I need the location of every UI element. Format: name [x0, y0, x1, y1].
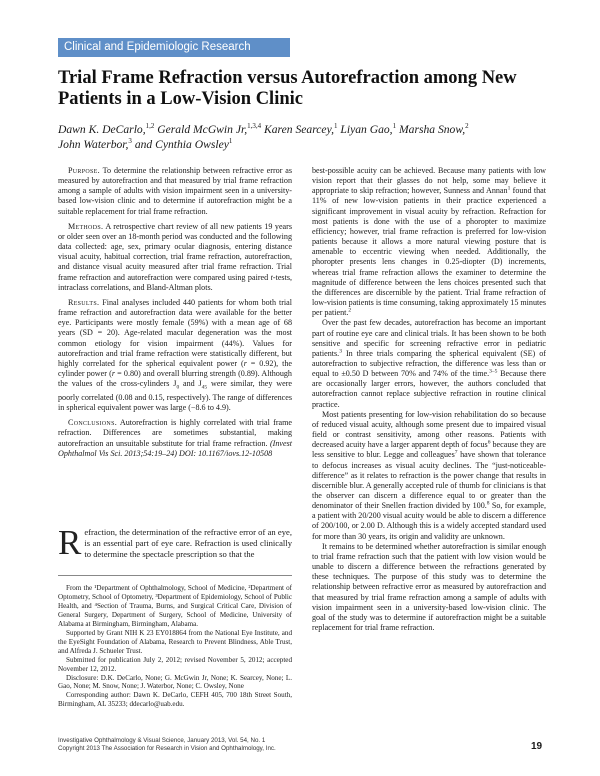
footnote-affiliations: From the ¹Department of Ophthalmology, School of Medicine, ²Department of Optometry, School of Optometry, ³Department of Epidemiology, School of Public Health, and ⁴Section of Trauma, Burns, and Surgical Critical Care, Division of General Surgery, Department of Surgery, School of Medicine, University of Alabama at Birmingham, Birmingham, Alabama. — [58, 584, 292, 628]
page-number: 19 — [531, 741, 543, 752]
right-column — [312, 166, 546, 633]
footnotes — [58, 584, 292, 709]
author: Liyan Gao,$^1$ — [340, 122, 397, 136]
footnote-submission: Submitted for publication July 2, 2012; revised November 5, 2012; accepted November 12, 2012. — [58, 655, 292, 673]
author: Dawn K. DeCarlo,$^{1,2}$ — [58, 122, 155, 136]
copyright: Copyright 2013 The Association for Research in Vision and Ophthalmology, Inc. — [58, 745, 276, 752]
author-list — [58, 123, 558, 152]
author: and Cynthia Owsley$^1$ — [134, 136, 233, 151]
author: Marsha Snow,$^2$ — [398, 122, 469, 136]
author: Gerald McGwin Jr,$^{1,3,4}$ — [157, 122, 262, 136]
article-title: Trial Frame Refraction versus Autorefraction among New Patients in a Low-Vision Clinic — [58, 68, 517, 109]
journal-footer — [58, 737, 276, 753]
author: John Waterbor,$^3$ — [58, 136, 132, 151]
paragraph: It remains to be determined whether autorefraction is similar enough to trial frame refraction such that the patient with low vision would be unable to discern a difference between the refractions generated by these techniques. The purpose of this study was to determine the relationship between refractive error as measured by autorefraction and that measured by trial frame refraction among a sample of adults with vision impairment seen in a university-based low-vision clinic. The goal of the study was to determine if autorefraction might be a suitable replacement for trial frame refraction. — [312, 541, 546, 633]
footnote-correspondence: Corresponding author: Dawn K. DeCarlo, CEFH 405, 700 18th Street South, Birmingham, AL 35233; ddecarlo@uab.edu. — [58, 691, 292, 709]
paragraph: Over the past few decades, autorefraction has become an important part of routine eye care and clinical trials. It has been shown to be both sensitive and specific for screening refractive error in pediatric patients.$^3$ In three trials comparing the spherical equivalent (SE) of autorefraction to subjective refraction, the difference was less than or equal to ±0.50 D between 70% and 74% of the time.$^{3-5}$ Because there are occasionally larger errors, however, the authors concluded that autorefraction cannot replace subjective refraction in routine clinical practice. — [312, 318, 547, 409]
journal-issue: Investigative Ophthalmology & Visual Science, January 2013, Vol. 54, No. 1 — [58, 737, 266, 744]
citation: (Invest Ophthalmol Vis Sci. 2013;54:19–24) DOI: 10.1167/iovs.12-10508 — [58, 438, 292, 458]
abstract — [58, 166, 292, 459]
paragraph: best-possible acuity can be achieved. Because many patients with low vision report that their glasses do not help, some may believe it appropriate to skip refraction; however, Sunness and Annan$^1$ found that 11% of new low-vision patients in their practice experienced a significant improvement in visual acuity by refraction. Refraction for most patients is done with the use of a phoropter to maximize efficiency; however, trial frame refraction is preferred for low-vision patients because it allows a more natural viewing posture that is amenable to eccentric viewing when needed. Additionally, the phoropter presents lens changes in 0.25-diopter (D) increments, whereas trial frame refraction allows the examiner to determine the magnitude of difference between the lens choices presented such that the differences are discernible by the patient. Trial frame refraction of low-vision patients is time consuming, taking approximately 15 minutes per patient.$^2$ — [312, 166, 547, 318]
introduction: Refraction, the determination of the refractive error of an eye, is an essential part of eye care. Refraction is used clinically to determine the spectacle prescription so that the — [58, 523, 292, 562]
abstract-results: Results. Final analyses included 440 patients for whom both trial frame refraction and autorefraction data were available for the better eye. Participants were mostly female (59%) with a mean age of 68 years (SD = 20). Age-related macular degeneration was the most common etiology for vision impairment (44%). Values for autorefraction and trial frame refraction were statistically different, but highly correlated for the spherical equivalent power (r = 0.92), the cylinder power (r = 0.80) and overall blurring strength (0.89). Although the values of the cross-cylinders $J_0$ and $J_{45}$ were similar, they were poorly correlated (0.08 and 0.15, respectively). The range of differences in spherical equivalent power was large (−8.6 to 4.9). — [58, 297, 292, 413]
footnote-divider — [58, 575, 292, 576]
abstract-methods: Methods. A retrospective chart review of all new patients 19 years or older seen over an 18-month period was conducted and the following data collected: age, sex, primary ocular diagnosis, entering distance visual acuity, habitual correction, trial frame refraction, autorefraction, and distance visual acuity measured after trial frame refraction. Trial frame refraction and autorefraction were compared using paired t-tests, intraclass correlations, and Bland-Altman plots. — [58, 221, 292, 292]
footnote-funding: Supported by Grant NIH K 23 EY018864 from the National Eye Institute, and the EyeSight Foundation of Alabama, Research to Prevent Blindness, Able Trust, and Alfreda J. Schueler Trust. — [58, 628, 292, 655]
drop-cap: R — [58, 523, 82, 562]
abstract-purpose: Purpose. To determine the relationship between refractive error as measured by autorefraction and that measured by trial frame refraction among a sample of adults with vision impairment seen in a university-based low-vision clinic and to determine if autorefraction might be a suitable replacement for trial frame refraction. — [58, 166, 292, 216]
paragraph: Most patients presenting for low-vision rehabilitation do so because of reduced visual acuity, although some present due to impaired visual field or contrast sensitivity, among other reasons. Patients with decreased acuity have a larger apparent depth of focus$^6$ because they are less sensitive to blur. Legge and colleagues$^7$ have shown that tolerance to defocus increases as visual acuity declines. The “just-noticeable-difference” as it relates to refraction is the power change that results in discernible blur. A generally accepted rule of thumb for clinicians is that the observer can discern a difference equal to or greater than the denominator of their Snellen fraction divided by 100.$^8$ So, for example, a patient with 20/200 visual acuity would be able to discern a difference of 200/100, or 2.00 D. Although this is a widely accepted standard used for more than 30 years, its origin and validity are unknown. — [312, 409, 546, 541]
author: Karen Searcey,$^1$ — [264, 122, 338, 136]
section-banner: Clinical and Epidemiologic Research — [58, 38, 290, 57]
abstract-conclusions: Conclusions. Autorefraction is highly correlated with trial frame refraction. Differences are sometimes substantial, making autorefraction an unsuitable substitute for trial frame refraction. (Invest Ophthalmol Vis Sci. 2013;54:19–24) DOI: 10.1167/iovs.12-10508 — [58, 418, 293, 458]
footnote-disclosure: Disclosure: D.K. DeCarlo, None; G. McGwin Jr, None; K. Searcey, None; L. Gao, None; M. Snow, None; J. Waterbor, None; C. Owsley, None — [58, 673, 292, 691]
